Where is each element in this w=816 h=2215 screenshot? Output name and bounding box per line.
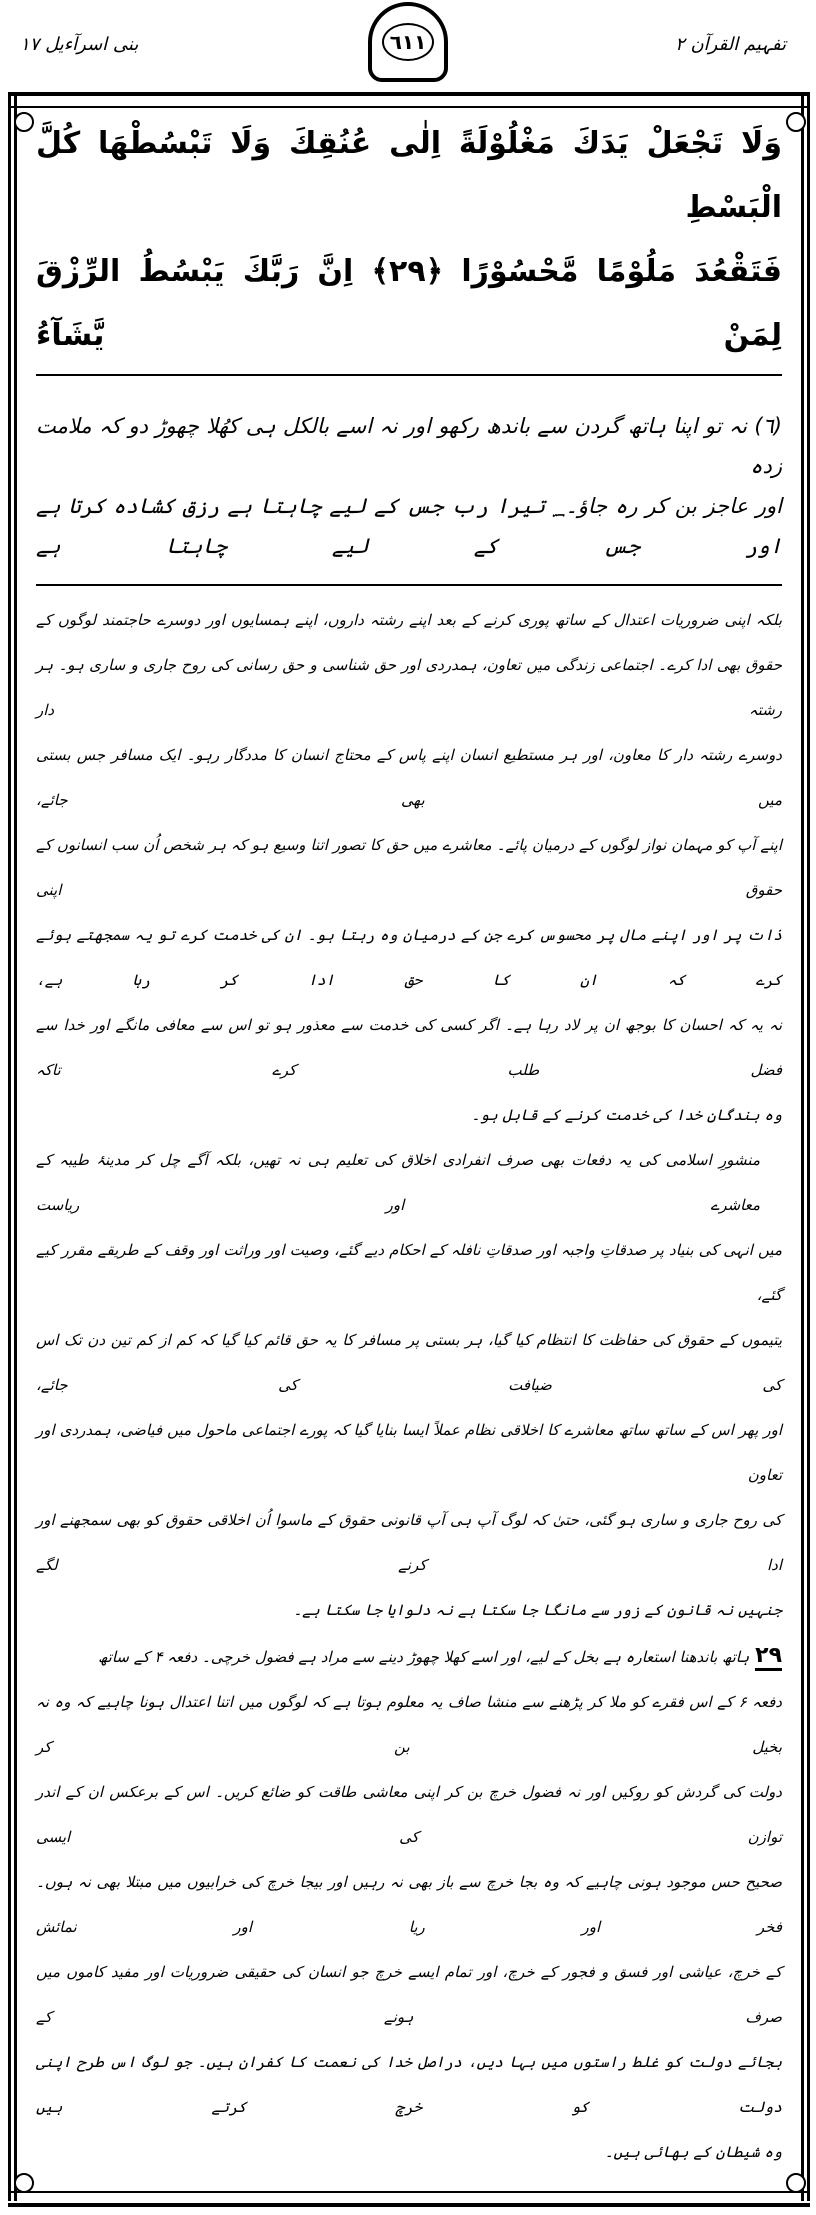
text-line: منشورِ اسلامی کی یہ دفعات بھی صرف انفرادی اخلاق کی تعلیم ہی نہ تھیں، بلکہ آگے چل کر مدینۂ طیبہ کے معاشرے اور ریاست	[36, 1151, 760, 1214]
divider	[36, 584, 782, 586]
text-line	[36, 1633, 782, 1680]
text-line: بلکہ اپنی ضروریات اعتدال کے ساتھ پوری کرنے کے بعد اپنے رشتہ داروں، اپنے ہمسایوں اور دوسرے حاجتمند لوگوں کے	[36, 611, 782, 629]
corner-ornament-icon	[14, 2173, 34, 2193]
commentary-paragraph	[36, 1138, 782, 1633]
translation-line: (٦) نہ تو اپنا ہاتھ گردن سے باندھ رکھو اور نہ اسے بالکل ہی کھُلا چھوڑ دو کہ ملامت زدہ	[36, 414, 782, 478]
text-line: اور پھر اس کے ساتھ ساتھ معاشرے کا اخلاقی نظام عملاً ایسا بنایا گیا کہ پورے اجتماعی ماحول میں فیاضی، ہمدردی اور تعاون	[36, 1421, 782, 1484]
text-line: وہ شیطان کے بھائی ہیں۔	[604, 2143, 782, 2161]
translation-line: اور عاجز بن کر رہ جاؤ۔؁ تیرا رب جس کے لیے چاہتا ہے رزق کشادہ کرتا ہے اور جس کے لیے چاہتا ہے	[36, 494, 782, 558]
text-line: صحیح حس موجود ہونی چاہیے کہ وہ بجا خرچ سے باز بھی نہ رہیں اور بیجا خرچ کی خرابیوں میں مبتلا بھی نہ ہوں۔ فخر اور ریا اور نمائش	[36, 1873, 782, 1936]
book-title: تفہیم القرآن ۲	[675, 34, 786, 55]
text-line: اپنے آپ کو مہمان نواز لوگوں کے درمیان پائے۔ معاشرے میں حق کا تصور اتنا وسیع ہو کہ ہر شخص اُن سب انسانوں کے حقوق اپنی	[36, 836, 782, 899]
text-line: دوسرے رشتہ دار کا معاون، اور ہر مستطیع انسان اپنے پاس کے محتاج انسان کا مددگار رہو۔ ایک مسافر جس بستی میں بھی جائے،	[36, 746, 782, 809]
text-line: دولت کی گردش کو روکیں اور نہ فضول خرچ بن کر اپنی معاشی طاقت کو ضائع کریں۔ اس کے برعکس ان کے اندر توازن کی ایسی	[36, 1783, 782, 1846]
commentary-paragraph	[36, 598, 782, 1138]
corner-ornament-icon	[786, 112, 806, 132]
text-line: بجائے دولت کو غلط راستوں میں بہا دیں، دراصل خدا کی نعمت کا کفران ہیں۔ جو لوگ اس طرح اپنی دولت کو خرچ کرتے ہیں	[36, 2053, 782, 2116]
text-line: دفعہ ۶ کے اس فقرے کو ملا کر پڑھنے سے منشا صاف یہ معلوم ہوتا ہے کہ لوگوں میں اتنا اعتدال ہونا چاہیے کہ وہ نہ بخیل بن کر	[36, 1693, 782, 1756]
ayah-line: وَلَا تَجْعَلْ يَدَكَ مَغْلُوْلَةً اِلٰى عُنُقِكَ وَلَا تَبْسُطْهَا كُلَّ الْبَسْطِ	[36, 126, 782, 225]
page-content	[36, 0, 782, 2215]
footnote-number: ۲۹	[755, 1643, 782, 1671]
text-line: کے خرچ، عیاشی اور فسق و فجور کے خرچ، اور تمام ایسے خرچ جو انسان کی حقیقی ضروریات اور مفید کاموں میں صرف ہونے کے	[36, 1963, 782, 2026]
text-line: جنہیں نہ قانون کے زور سے مانگا جا سکتا ہے نہ دلوایا جا سکتا ہے۔	[293, 1601, 782, 1619]
text-line: حقوق بھی ادا کرے۔ اجتماعی زندگی میں تعاون، ہمدردی اور حق شناسی و حق رسانی کی روح جاری و ساری ہو۔ ہر رشتہ دار	[36, 656, 782, 719]
text-span: ہاتھ باندھنا استعارہ ہے بخل کے لیے، اور اسے کھلا چھوڑ دینے سے مراد ہے فضول خرچی۔ دفعہ ۴ کے ساتھ	[98, 1648, 750, 1666]
corner-ornament-icon	[786, 2173, 806, 2193]
text-line: ذات پر اور اپنے مال پر محسوس کرے جن کے درمیان وہ رہتا ہو۔ ان کی خدمت کرے تو یہ سمجھتے ہوئے کرے کہ ان کا حق ادا کر رہا ہے،	[36, 926, 782, 989]
text-line: کی روح جاری و ساری ہو گئی، حتیٰ کہ لوگ آپ ہی آپ قانونی حقوق کے ماسوا اُن اخلاقی حقوق کو بھی سمجھنے اور ادا کرنے لگے	[36, 1511, 782, 1574]
page-number: ٦١١	[382, 23, 434, 61]
text-line: یتیموں کے حقوق کی حفاظت کا انتظام کیا گیا، ہر بستی پر مسافر کا یہ حق قائم کیا گیا کہ کم از کم تین دن تک اس کی ضیافت کی جائے،	[36, 1331, 782, 1394]
commentary	[36, 592, 782, 2175]
text-line: نہ یہ کہ احسان کا بوجھ ان پر لاد رہا ہے۔ اگر کسی کی خدمت سے معذور ہو تو اس سے معافی مانگے اور خدا سے فضل طلب کرے تاکہ	[36, 1016, 782, 1079]
corner-ornament-icon	[14, 112, 34, 132]
ayah-line: فَتَقْعُدَ مَلُوْمًا مَّحْسُوْرًا ﴿٢٩﴾ اِنَّ رَبَّكَ يَبْسُطُ الرِّزْقَ لِمَنْ يَّشَآءُ	[36, 254, 782, 353]
divider	[36, 374, 782, 376]
text-line: میں انہی کی بنیاد پر صدقاتِ واجبہ اور صدقاتِ نافلہ کے احکام دیے گئے، وصیت اور وراثت اور وقف کے طریقے مقرر کیے گئے،	[36, 1241, 782, 1304]
commentary-paragraph-note-29	[36, 1633, 782, 2175]
text-line: وہ بندگانِ خدا کی خدمت کرنے کے قابل ہو۔	[471, 1106, 782, 1124]
surah-title: بنی اسرآءیل ۱۷	[20, 34, 139, 55]
translation	[36, 382, 782, 578]
